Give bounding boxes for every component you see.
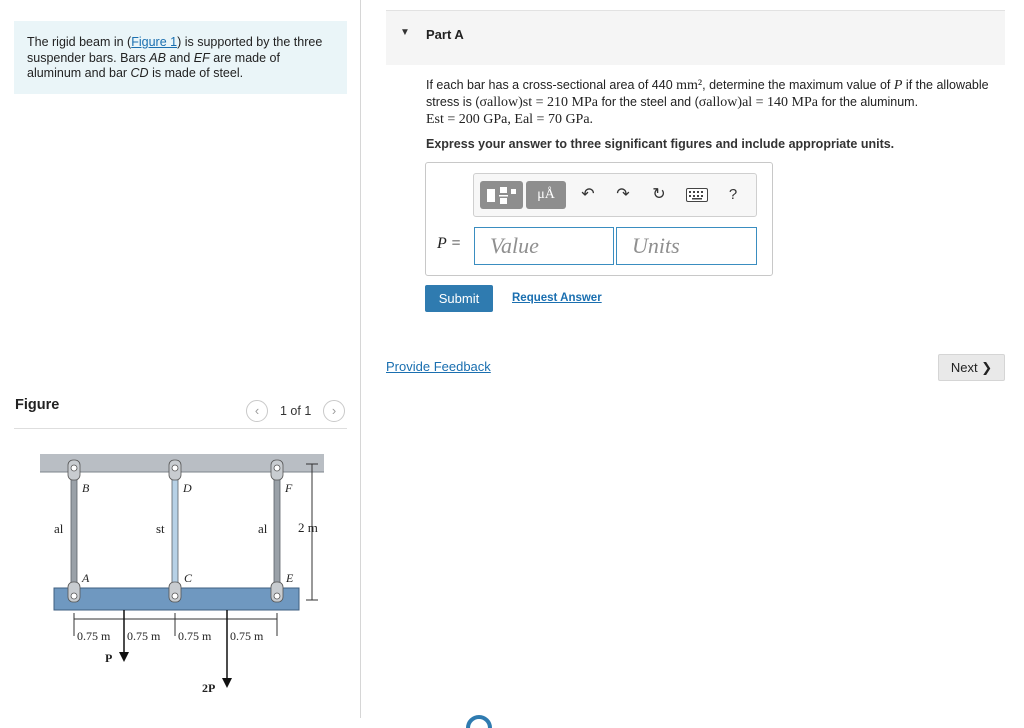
math-toolbar bbox=[473, 173, 757, 217]
pin-e bbox=[274, 593, 280, 599]
problem-text: ) is supported by the three suspender bars. Bars bbox=[27, 35, 323, 65]
part-a-header[interactable] bbox=[386, 10, 1005, 65]
pin-c bbox=[172, 593, 178, 599]
figure-next-button[interactable] bbox=[323, 400, 345, 422]
units-input[interactable]: Units bbox=[616, 227, 757, 265]
question-fragment: , determine the maximum value of bbox=[702, 78, 894, 92]
question-fragment: for the aluminum. bbox=[818, 95, 919, 109]
allowable-stress-steel: σallow)st = 210 MPa bbox=[479, 95, 598, 110]
load-p-arrowhead bbox=[119, 652, 129, 662]
figure-page-indicator: 1 of 1 bbox=[280, 404, 312, 418]
figure-link[interactable]: Figure 1 bbox=[131, 35, 178, 49]
templates-button[interactable] bbox=[480, 181, 523, 209]
load-variable: P bbox=[893, 78, 903, 93]
help-icon[interactable]: ? bbox=[728, 186, 738, 203]
figure-divider bbox=[14, 428, 347, 429]
redo-icon[interactable]: ↷ bbox=[616, 186, 630, 203]
answer-instruction: Express your answer to three significant figures and include appropriate units. bbox=[426, 137, 895, 151]
problem-text: and bbox=[165, 50, 194, 65]
problem-text: The rigid beam in ( bbox=[27, 35, 132, 49]
bar-cd-label: CD bbox=[130, 66, 149, 80]
elastic-moduli: Est = 200 GPa, Eal = 70 GPa. bbox=[426, 112, 594, 127]
chevron-right-icon: › bbox=[331, 403, 337, 418]
load-2p-label: 2P bbox=[202, 681, 216, 695]
panel-divider bbox=[360, 0, 361, 718]
spacing-label-3: 0.75 m bbox=[230, 629, 264, 643]
allowable-stress-aluminum: σallow)al = 140 MPa bbox=[698, 95, 819, 110]
answer-variable-label: P = bbox=[437, 235, 462, 252]
question-fragment: if the allowable stress is ( bbox=[426, 78, 989, 109]
caret-down-icon[interactable]: ▼ bbox=[400, 27, 410, 38]
next-button-label: Next bbox=[950, 360, 978, 375]
label-a: A bbox=[82, 571, 90, 585]
pin-b bbox=[71, 465, 77, 471]
bar-ab bbox=[71, 472, 77, 590]
bar-ab-label: AB bbox=[149, 50, 166, 65]
undo-icon[interactable]: ↶ bbox=[581, 186, 595, 203]
figure-prev-button[interactable] bbox=[246, 400, 268, 422]
question-text bbox=[426, 77, 1016, 128]
beam-figure bbox=[14, 440, 334, 710]
label-f: F bbox=[285, 481, 293, 495]
bar-cd bbox=[172, 472, 178, 590]
question-fragment: for the steel and ( bbox=[597, 95, 699, 109]
label-d: D bbox=[183, 481, 192, 495]
spacing-label-1: 0.75 m bbox=[127, 629, 161, 643]
material-label-ef: al bbox=[258, 521, 268, 536]
label-e: E bbox=[286, 571, 294, 585]
question-fragment: If each bar has a cross-sectional area of 440 bbox=[426, 78, 677, 92]
units-mu-angstrom-icon[interactable]: μÅ bbox=[526, 181, 566, 209]
chevron-right-icon: ❯ bbox=[981, 360, 993, 375]
height-label: 2 m bbox=[298, 520, 318, 535]
material-label-ab: al bbox=[54, 521, 64, 536]
problem-statement bbox=[14, 21, 347, 94]
value-input[interactable]: Value bbox=[474, 227, 614, 265]
spacing-label-0: 0.75 m bbox=[77, 629, 111, 643]
load-2p-arrowhead bbox=[222, 678, 232, 688]
next-button[interactable] bbox=[938, 354, 1005, 381]
provide-feedback-link[interactable]: Provide Feedback bbox=[386, 359, 491, 374]
request-answer-link[interactable]: Request Answer bbox=[512, 292, 602, 304]
area-unit: mm² bbox=[676, 78, 703, 93]
chevron-left-icon: ‹ bbox=[254, 403, 260, 418]
label-b: B bbox=[82, 481, 90, 495]
material-label-cd: st bbox=[156, 521, 165, 536]
keyboard-icon[interactable] bbox=[684, 182, 710, 208]
bar-ef bbox=[274, 472, 280, 590]
spacing-label-2: 0.75 m bbox=[178, 629, 212, 643]
submit-button[interactable]: Submit bbox=[425, 285, 493, 312]
left-panel bbox=[0, 0, 360, 728]
pin-a bbox=[71, 593, 77, 599]
templates-icon bbox=[480, 181, 523, 209]
problem-text: are made of aluminum and bar bbox=[27, 50, 280, 80]
figure-title: Figure bbox=[15, 397, 60, 413]
label-c: C bbox=[184, 571, 193, 585]
part-title: Part A bbox=[426, 27, 464, 42]
problem-text: is made of steel. bbox=[148, 66, 244, 80]
bar-ef-label: EF bbox=[193, 50, 210, 65]
pin-d bbox=[172, 465, 178, 471]
answer-container bbox=[425, 162, 773, 276]
load-p-label: P bbox=[105, 651, 113, 665]
reset-icon[interactable]: ↻ bbox=[652, 186, 666, 203]
logo-icon bbox=[466, 715, 492, 728]
pin-f bbox=[274, 465, 280, 471]
